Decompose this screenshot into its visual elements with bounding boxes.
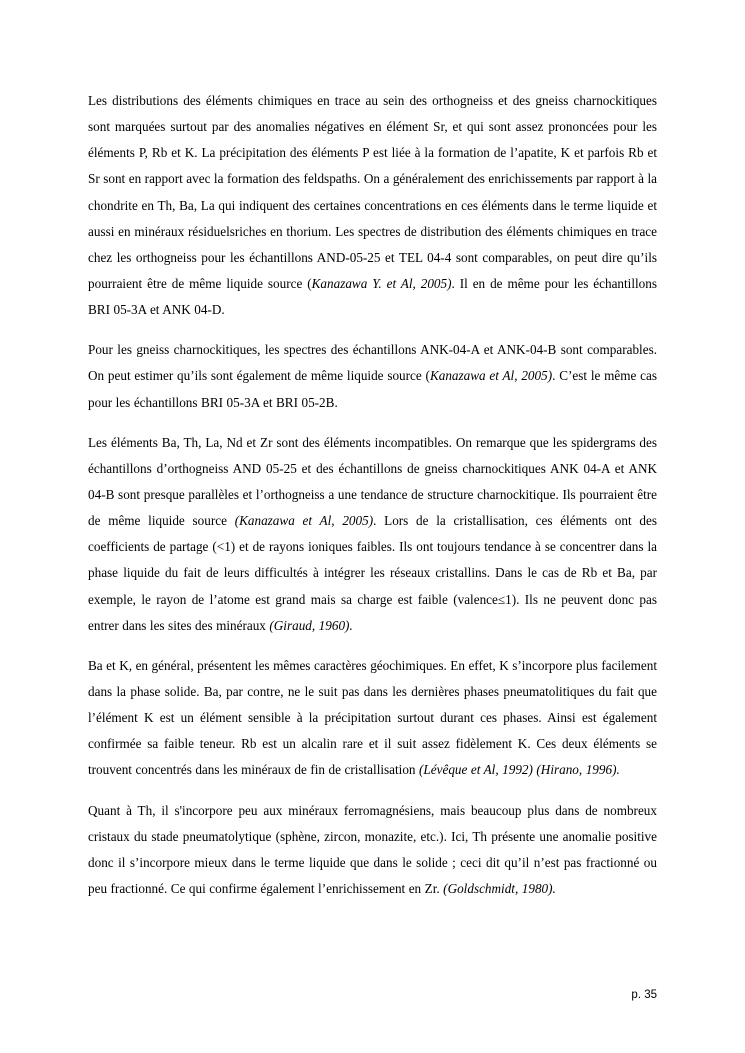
paragraph xyxy=(88,88,657,323)
paragraph xyxy=(88,653,657,784)
body-text: Les éléments Ba, Th, La, Nd et Zr sont des éléments incompatibles. On remarque que les spidergrams des échantillons d’orthogneiss AND 05-25 et des échantillons de gneiss charnockitiques ANK 04-A et ANK 04-B sont presque parallèles et l’orthogneiss a une tendance de structure charnockitique. Ils pourraient être de même liquide source xyxy=(88,434,657,529)
page-body-text xyxy=(88,88,657,902)
citation-text: (Kanazawa et Al, 2005) xyxy=(234,513,374,529)
page-number: p. 35 xyxy=(631,989,657,1001)
body-text: . Lors de la cristallisation, ces éléments ont des coefficients de partage (<1) et de rayons ioniques faibles. Ils ont toujours tendance à se concentrer dans la phase liquide du fait de leurs difficultés à intégrer les réseaux cristallins. Dans le cas de Rb et Ba, par exemple, le rayon de l’atome est grand mais sa charge est faible (valence≤1). Ils ne peuvent donc pas entrer dans les sites des minéraux xyxy=(88,513,657,633)
body-text: Ba et K, en général, présentent les mêmes caractères géochimiques. En effet, K s’incorpore plus facilement dans la phase solide. Ba, par contre, ne le suit pas dans les dernières phases pneumatolitiques du fait que l’élément K est un élément sensible à la précipitation surtout durant ces phases. Ainsi est également confirmée sa faible teneur. Rb est un alcalin rare et il suit assez fidèlement K. Ces deux éléments se trouvent concentrés dans les minéraux de fin de cristallisation xyxy=(88,657,657,778)
body-text: . C’est le même cas pour les échantillons BRI 05-3A et BRI 05-2B. xyxy=(88,368,657,410)
citation-text: (Lévêque et Al, 1992) (Hirano, 1996). xyxy=(419,762,620,778)
body-text: Pour les gneiss charnockitiques, les spectres des échantillons ANK-04-A et ANK-04-B sont comparables. On peut estimer qu’ils sont également de même liquide source ( xyxy=(88,342,657,384)
body-text: . Il en de même pour les échantillons BRI 05-3A et ANK 04-D. xyxy=(88,275,657,318)
body-text: Les distributions des éléments chimiques en trace au sein des orthogneiss et des gneiss charnockitiques sont marquées surtout par des anomalies négatives en élément Sr, et qui sont assez prononcées pour les éléments P, Rb et K. La précipitation des éléments P est liée à la formation de l’apatite, K et parfois Rb et Sr sont en rapport avec la formation des feldspaths. On a généralement des enrichissements par rapport à la chondrite en Th, Ba, La qui indiquent des certaines concentrations en ces éléments dans le terme liquide et aussi en minéraux résiduelsriches en thorium. Les spectres de distribution des éléments chimiques en trace chez les orthogneiss pour les échantillons AND-05-25 et TEL 04-4 sont comparables, on peut dire qu’ils pourraient être de même liquide source ( xyxy=(88,93,657,291)
citation-text: (Goldschmidt, 1980). xyxy=(443,880,556,896)
citation-text: Kanazawa et Al, 2005) xyxy=(429,368,553,384)
paragraph xyxy=(88,430,657,639)
body-text: Quant à Th, il s'incorpore peu aux minéraux ferromagnésiens, mais beaucoup plus dans de nombreux cristaux du stade pneumatolytique (sphène, zircon, monazite, etc.). Ici, Th présente une anomalie positive donc il s’incorpore mieux dans le terme liquide que dans le solide ; ceci dit qu’il n’est pas fractionné ou peu fractionné. Ce qui confirme également l’enrichissement en Zr. xyxy=(88,802,657,896)
paragraph xyxy=(88,337,657,415)
citation-text: Kanazawa Y. et Al, 2005) xyxy=(311,275,452,291)
paragraph xyxy=(88,798,657,903)
citation-text: (Giraud, 1960). xyxy=(269,617,353,633)
